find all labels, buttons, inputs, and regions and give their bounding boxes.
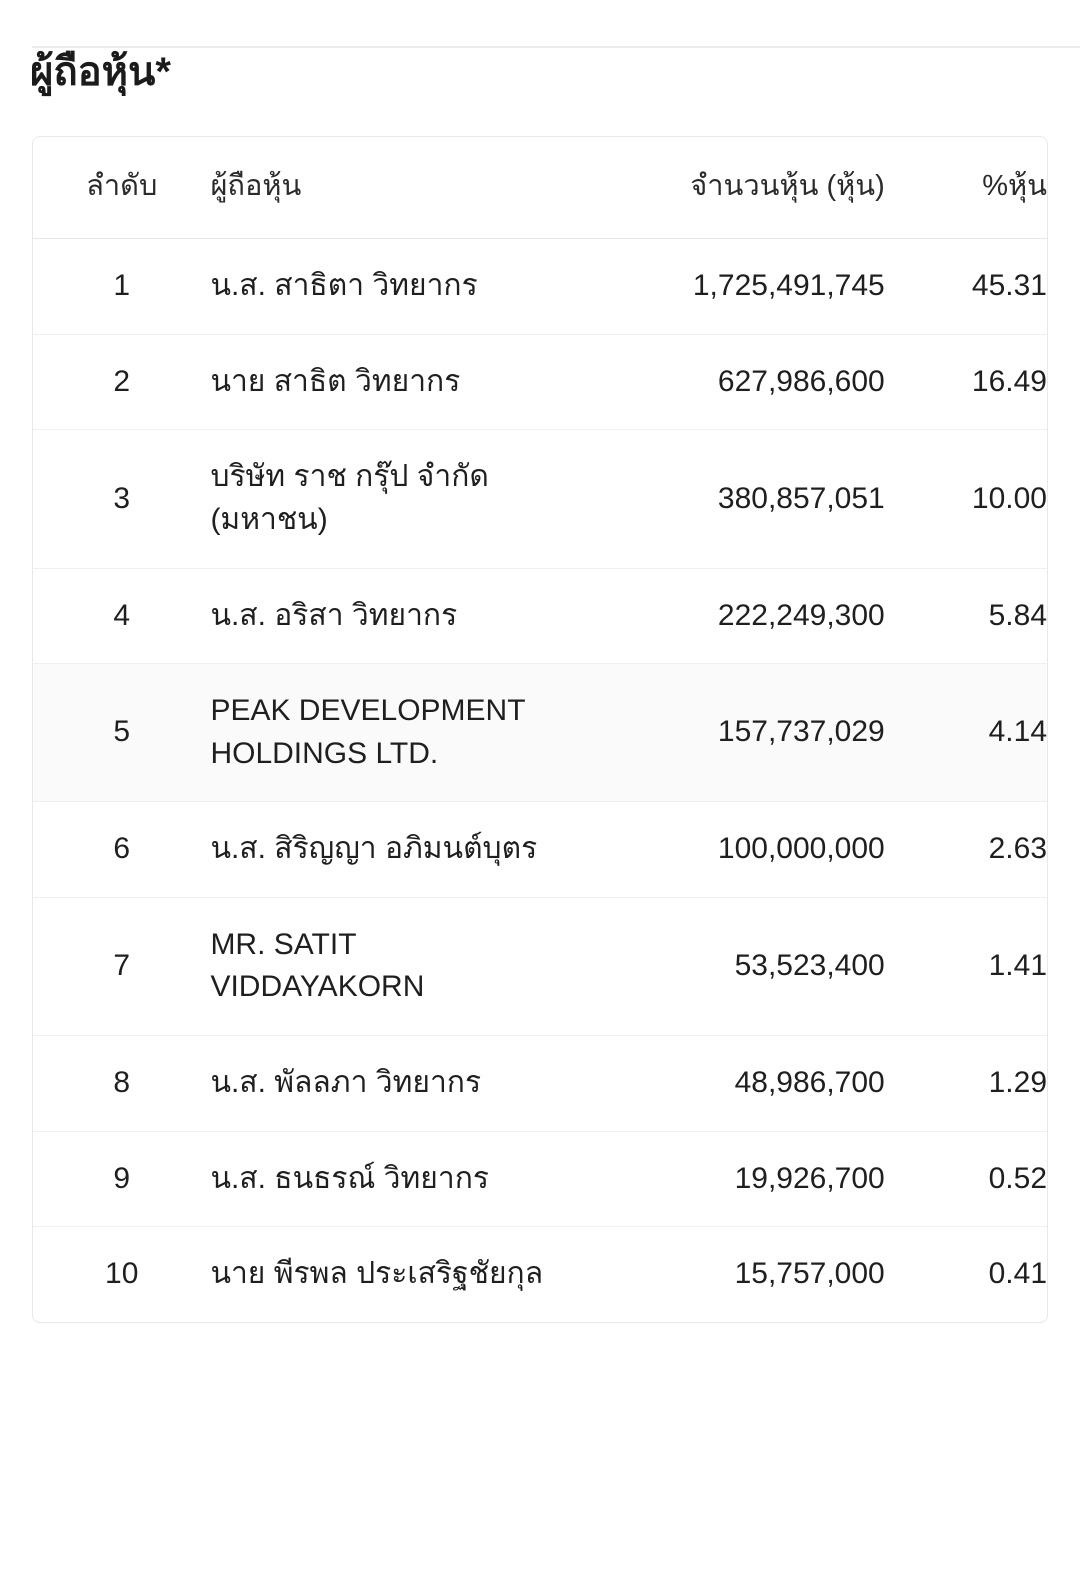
cell-shares: 380,857,051 xyxy=(575,430,884,568)
cell-percent: 10.00 xyxy=(885,430,1047,568)
shareholders-page xyxy=(0,46,1080,1574)
table-header xyxy=(33,137,1047,239)
shareholders-table xyxy=(33,137,1047,1322)
cell-rank: 4 xyxy=(33,568,210,664)
cell-holder: น.ส. พัลลภา วิทยากร xyxy=(210,1036,575,1132)
table-row xyxy=(33,897,1047,1035)
cell-holder: น.ส. สิริญญา อภิมนต์บุตร xyxy=(210,802,575,898)
cell-percent: 4.14 xyxy=(885,664,1047,802)
cell-rank: 6 xyxy=(33,802,210,898)
cell-rank: 3 xyxy=(33,430,210,568)
cell-shares: 157,737,029 xyxy=(575,664,884,802)
cell-percent: 5.84 xyxy=(885,568,1047,664)
cell-percent: 2.63 xyxy=(885,802,1047,898)
cell-rank: 8 xyxy=(33,1036,210,1132)
table-row xyxy=(33,430,1047,568)
cell-rank: 7 xyxy=(33,897,210,1035)
cell-shares: 15,757,000 xyxy=(734,1257,885,1291)
cell-rank: 1 xyxy=(33,239,210,335)
cell-percent: 1.29 xyxy=(885,1036,1047,1132)
cell-holder: น.ส. สาธิตา วิทยากร xyxy=(210,239,575,335)
shareholders-table-card xyxy=(32,136,1048,1323)
table-header-row xyxy=(33,137,1047,239)
cell-shares: 222,249,300 xyxy=(575,568,884,664)
cell-holder: น.ส. ธนธรณ์ วิทยากร xyxy=(210,1131,575,1227)
table-row xyxy=(33,1036,1047,1132)
cell-holder: นาย พีรพล ประเสริฐชัยกุล xyxy=(210,1257,544,1291)
cell-shares: 1,725,491,745 xyxy=(575,239,884,335)
table-row xyxy=(33,664,1047,802)
column-header-holder: ผู้ถือหุ้น xyxy=(210,137,575,239)
cell-percent: 45.31 xyxy=(885,239,1047,335)
table-row xyxy=(33,334,1047,430)
cell-rank: 10 xyxy=(105,1257,139,1291)
cell-rank: 5 xyxy=(33,664,210,802)
cell-holder: บริษัท ราช กรุ๊ป จำกัด (มหาชน) xyxy=(210,430,575,568)
column-header-shares: จำนวนหุ้น (หุ้น) xyxy=(575,137,884,239)
cell-shares: 53,523,400 xyxy=(575,897,884,1035)
column-header-rank: ลำดับ xyxy=(33,137,210,239)
table-row xyxy=(33,568,1047,664)
cell-shares: 48,986,700 xyxy=(575,1036,884,1132)
cell-percent: 0.52 xyxy=(885,1131,1047,1227)
table-row xyxy=(33,239,1047,335)
cell-holder: นาย สาธิต วิทยากร xyxy=(210,334,575,430)
cell-rank: 9 xyxy=(33,1131,210,1227)
cell-shares: 100,000,000 xyxy=(575,802,884,898)
cell-holder: MR. SATIT VIDDAYAKORN xyxy=(210,897,575,1035)
table-row xyxy=(33,1131,1047,1227)
cell-holder: น.ส. อริสา วิทยากร xyxy=(210,568,575,664)
cell-percent: 16.49 xyxy=(885,334,1047,430)
table-row xyxy=(33,1227,1047,1322)
table-body xyxy=(33,239,1047,1322)
top-divider xyxy=(32,46,1080,48)
cell-percent: 0.41 xyxy=(988,1257,1047,1291)
cell-shares: 19,926,700 xyxy=(575,1131,884,1227)
cell-shares: 627,986,600 xyxy=(575,334,884,430)
cell-rank: 2 xyxy=(33,334,210,430)
cell-holder: PEAK DEVELOPMENT HOLDINGS LTD. xyxy=(210,664,575,802)
page-title: ผู้ถือหุ้น* xyxy=(30,50,171,94)
table-row xyxy=(33,802,1047,898)
column-header-percent: %หุ้น xyxy=(885,137,1047,239)
cell-percent: 1.41 xyxy=(885,897,1047,1035)
